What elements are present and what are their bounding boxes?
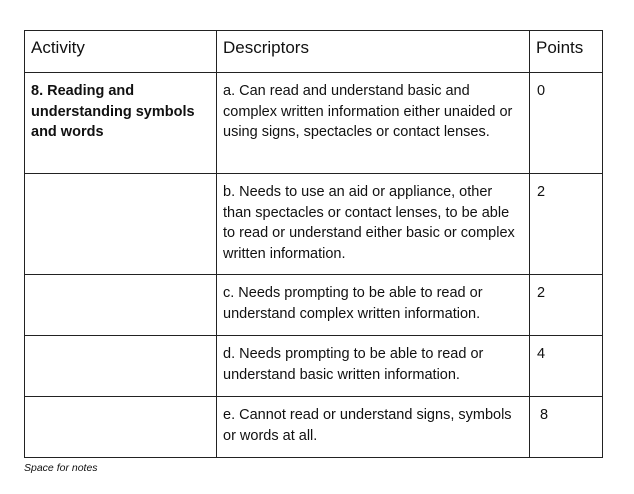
table-row — [25, 174, 603, 275]
table-row — [25, 336, 603, 397]
activity-label: 8. Reading and understanding symbols and words — [31, 83, 195, 140]
descriptor-table — [24, 30, 603, 458]
points-cell: 2 — [530, 174, 603, 275]
descriptor-cell: a. Can read and understand basic and complex written information either unaided or using signs, spectacles or contact lenses. — [217, 73, 530, 174]
activity-cell-empty — [25, 397, 217, 458]
activity-cell-empty — [25, 174, 217, 275]
descriptor-cell: d. Needs prompting to be able to read or understand basic written information. — [217, 336, 530, 397]
table-row — [25, 73, 603, 174]
table-row — [25, 275, 603, 336]
points-cell: 8 — [530, 397, 603, 458]
activity-cell — [25, 73, 217, 174]
points-cell: 2 — [530, 275, 603, 336]
activity-cell-empty — [25, 336, 217, 397]
points-cell: 4 — [530, 336, 603, 397]
header-descriptors: Descriptors — [217, 31, 530, 73]
descriptor-cell: b. Needs to use an aid or appliance, other than spectacles or contact lenses, to be able to read or understand either basic or complex written information. — [217, 174, 530, 275]
table-row — [25, 397, 603, 458]
header-points: Points — [530, 31, 603, 73]
descriptor-cell: e. Cannot read or understand signs, symbols or words at all. — [217, 397, 530, 458]
points-cell: 0 — [530, 73, 603, 174]
footer-notes-label: Space for notes — [24, 462, 98, 474]
descriptor-table-container — [24, 30, 602, 458]
descriptor-cell: c. Needs prompting to be able to read or understand complex written information. — [217, 275, 530, 336]
table-header-row — [25, 31, 603, 73]
header-activity: Activity — [25, 31, 217, 73]
activity-cell-empty — [25, 275, 217, 336]
